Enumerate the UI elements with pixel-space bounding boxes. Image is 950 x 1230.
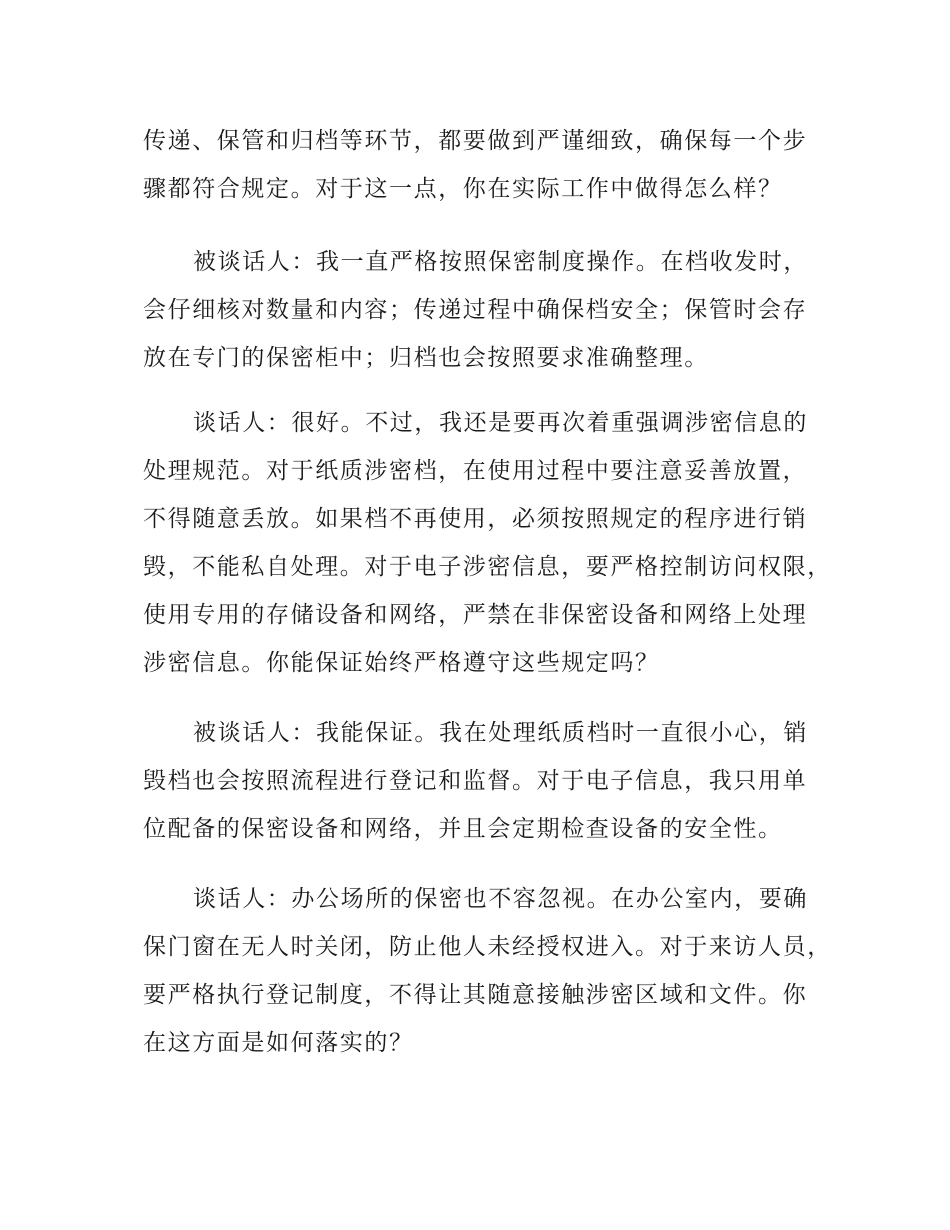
paragraph-interviewer-question	[143, 399, 832, 687]
text-line: 被谈话人：我一直严格按照保密制度操作。在档收发时，	[193, 249, 808, 275]
text-line: 保门窗在无人时关闭，防止他人未经授权进入。对于来访人员，	[143, 934, 832, 960]
text-line: 放在专门的保密柜中；归档也会按照要求准确整理。	[143, 345, 709, 371]
text-line: 要严格执行登记制度，不得让其随意接触涉密区域和文件。你	[143, 982, 808, 1008]
text-line: 骤都符合规定。对于这一点，你在实际工作中做得怎么样？	[143, 176, 783, 202]
text-line: 传递、保管和归档等环节，都要做到严谨细致，确保每一个步	[143, 128, 808, 154]
text-line: 谈话人：很好。不过，我还是要再次着重强调涉密信息的	[193, 410, 808, 436]
paragraph-interviewer-question	[143, 875, 832, 1067]
text-line: 涉密信息。你能保证始终严格遵守这些规定吗？	[143, 650, 660, 676]
text-line: 谈话人：办公场所的保密也不容忽视。在办公室内，要确	[193, 886, 808, 912]
text-line: 毁档也会按照流程进行登记和监督。对于电子信息，我只用单	[143, 768, 808, 794]
text-line: 不得随意丢放。如果档不再使用，必须按照规定的程序进行销	[143, 506, 808, 532]
paragraph-continuation	[143, 117, 813, 213]
text-line: 使用专用的存储设备和网络，严禁在非保密设备和网络上处理	[143, 602, 808, 628]
text-line: 在这方面是如何落实的？	[143, 1030, 414, 1056]
text-line: 处理规范。对于纸质涉密档，在使用过程中要注意妥善放置，	[143, 458, 808, 484]
text-line: 毁，不能私自处理。对于电子涉密信息，要严格控制访问权限，	[143, 554, 832, 580]
text-line: 会仔细核对数量和内容；传递过程中确保档安全；保管时会存	[143, 297, 808, 323]
paragraph-interviewee-reply	[143, 238, 813, 382]
text-line: 被谈话人：我能保证。我在处理纸质档时一直很小心，销	[193, 720, 808, 746]
text-line: 位配备的保密设备和网络，并且会定期检查设备的安全性。	[143, 816, 783, 842]
paragraph-interviewee-reply	[143, 709, 813, 853]
